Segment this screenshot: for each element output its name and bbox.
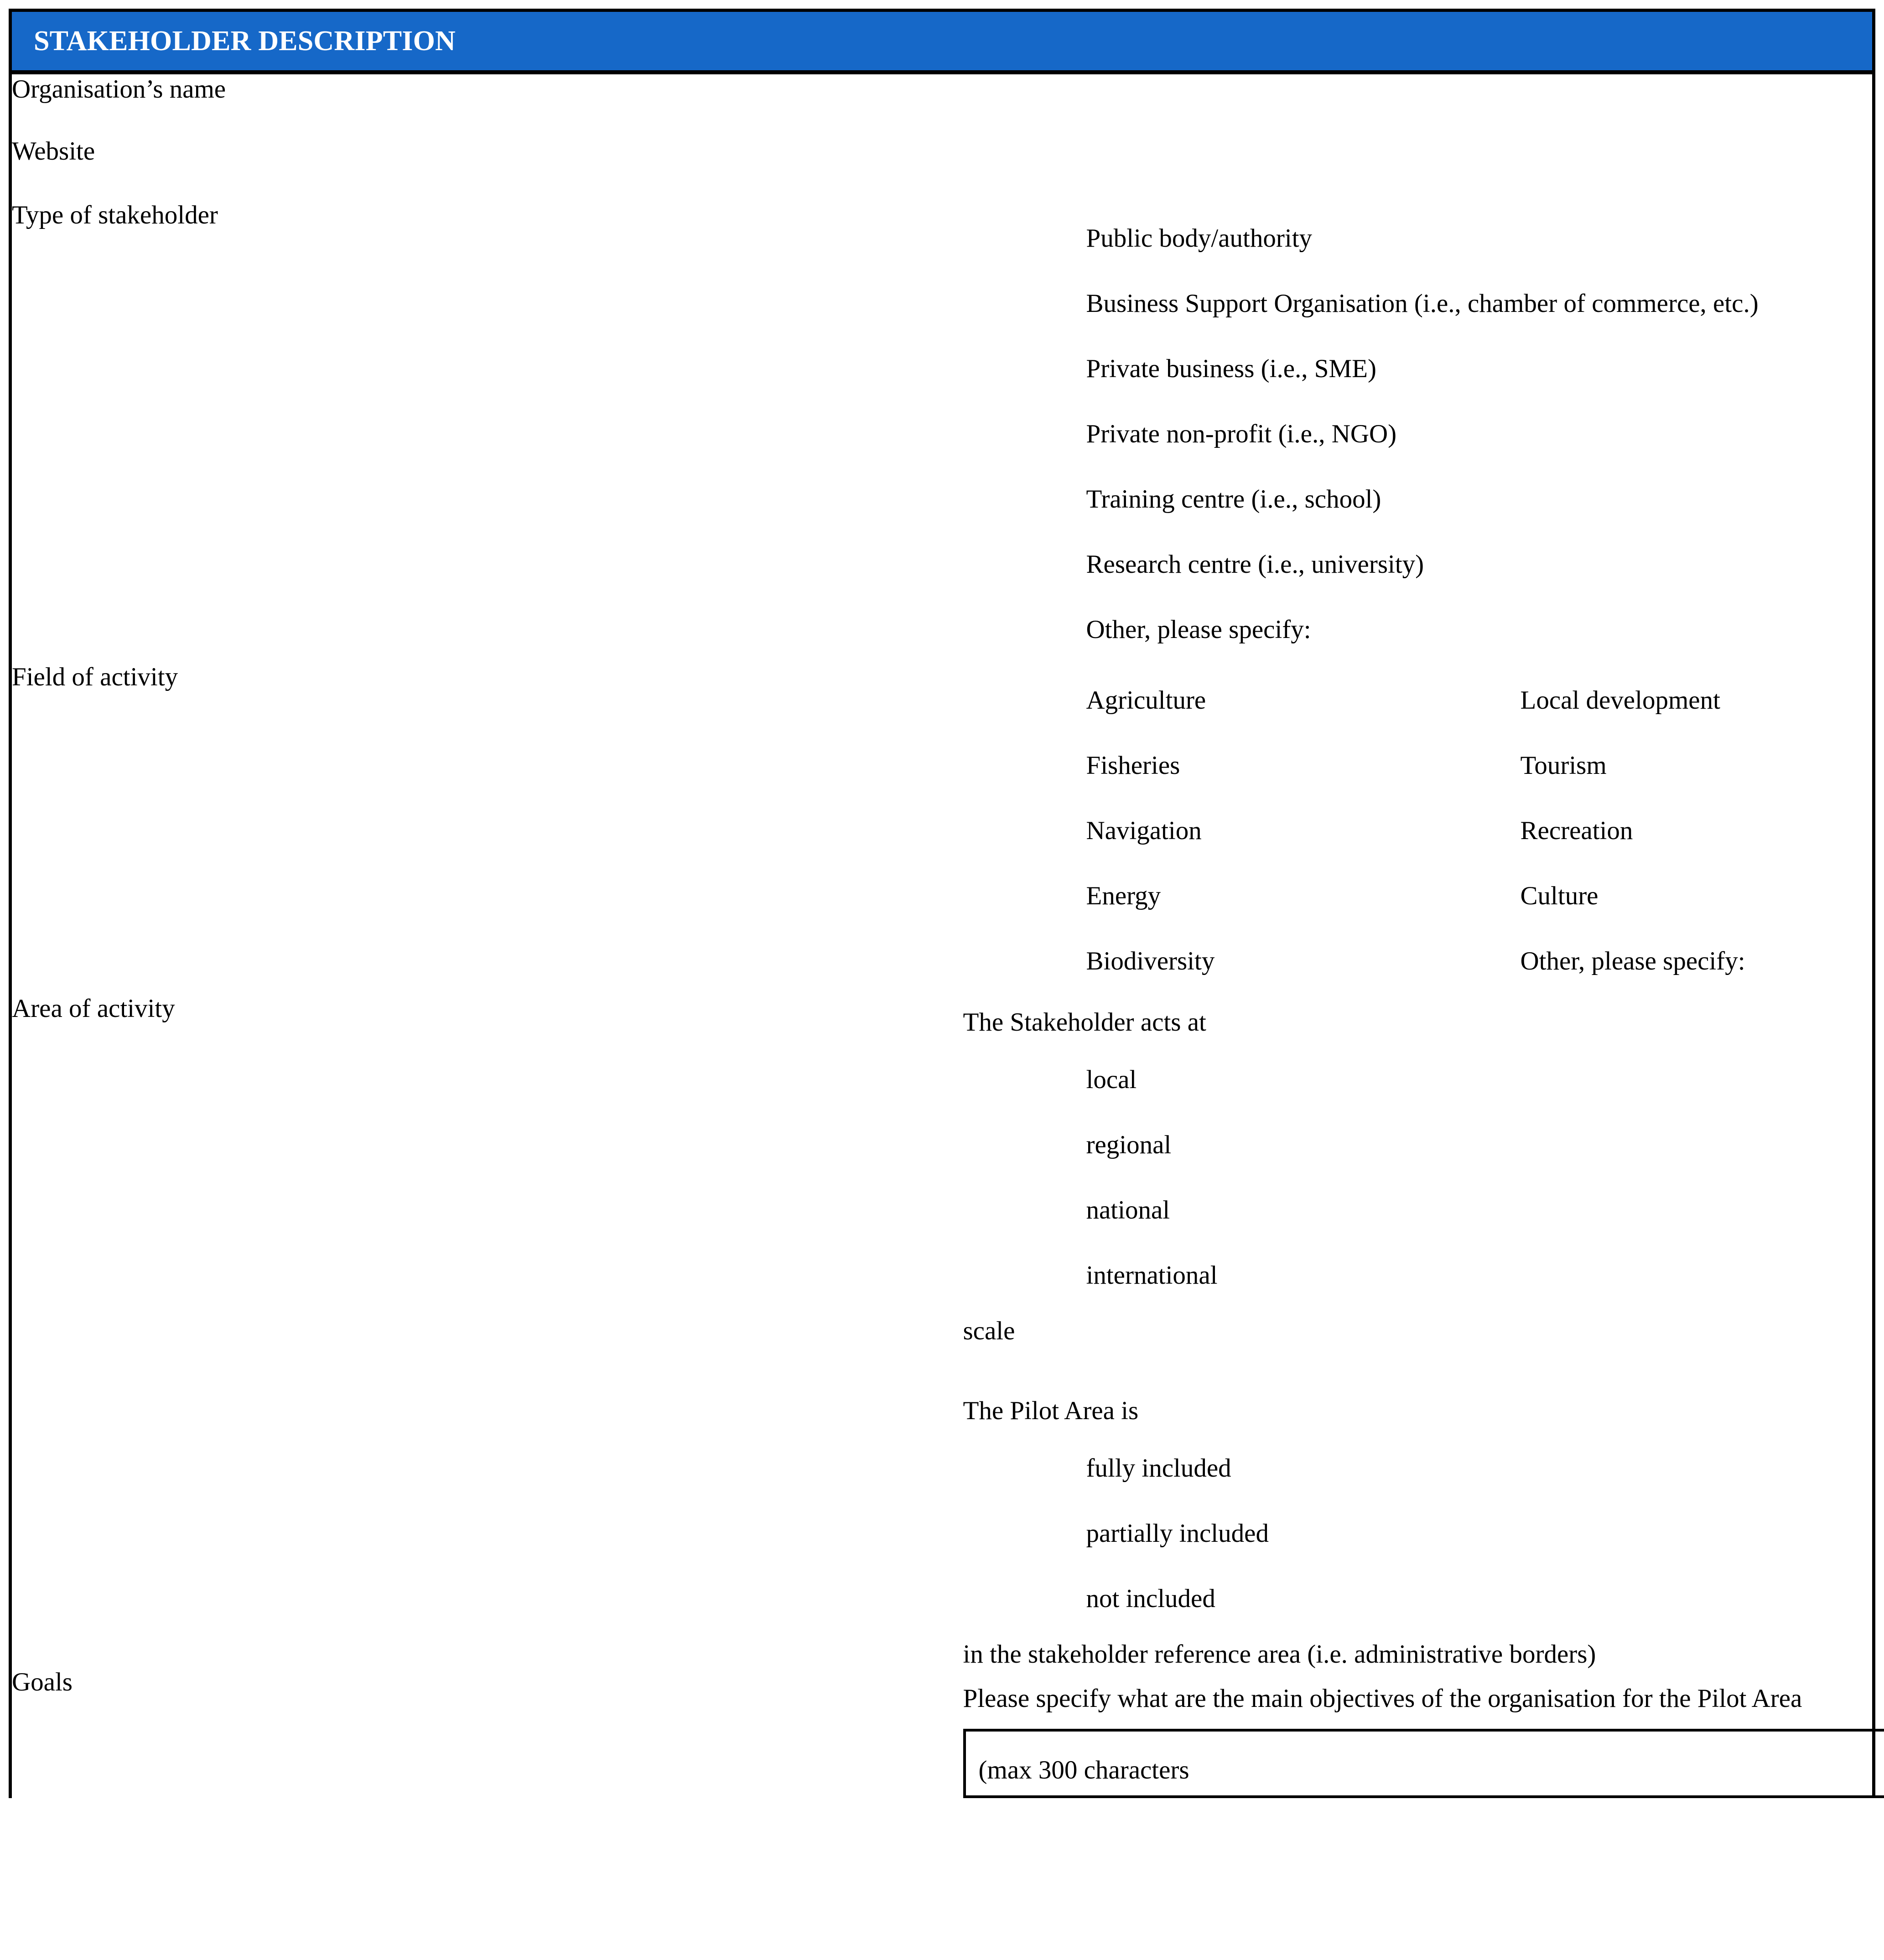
checkbox-recreation[interactable] (1397, 798, 1521, 863)
checkbox-scale-international[interactable] (963, 1243, 1086, 1308)
field-option-label: Other, please specify: (1520, 946, 1745, 975)
pilot-option-label: partially included (1086, 1519, 1269, 1548)
goals-label: Goals (12, 1667, 73, 1696)
checkbox-pilot-fully-included[interactable] (963, 1436, 1086, 1501)
pilot-area-outro-text: in the stakeholder reference area (i.e. administrative borders) (963, 1639, 1596, 1669)
field-option-label: Local development (1520, 685, 1720, 715)
type-of-stakeholder-label: Type of stakeholder (12, 200, 218, 229)
field-option-row (963, 668, 1745, 733)
scale-option-label: regional (1086, 1130, 1172, 1159)
pilot-option-row (963, 1566, 1269, 1631)
type-option-row (963, 597, 1759, 662)
type-option-label: Training centre (i.e., school) (1086, 484, 1381, 513)
scale-option-label: national (1086, 1195, 1170, 1224)
row-area-of-activity (10, 994, 1874, 1667)
organisation-name-input[interactable] (942, 73, 1874, 136)
field-option-label: Fisheries (1086, 751, 1180, 780)
type-option-label: Other, please specify: (1086, 615, 1311, 644)
website-input[interactable] (942, 136, 1874, 200)
type-option-label: Business Support Organisation (i.e., chamber of commerce, etc.) (1086, 289, 1759, 318)
scale-outro-text: scale (963, 1316, 1015, 1345)
field-option-label: Biodiversity (1086, 946, 1215, 975)
type-option-row (963, 467, 1759, 532)
type-of-stakeholder-checkbox-list (963, 206, 1759, 662)
checkbox-scale-local[interactable] (963, 1047, 1086, 1112)
field-option-label: Energy (1086, 881, 1161, 910)
scale-option-label: local (1086, 1065, 1137, 1094)
goals-instruction-text: Please specify what are the main objectives of the organisation for the Pilot Area (963, 1684, 1802, 1713)
field-of-activity-checkbox-grid (963, 668, 1745, 994)
scale-option-row (963, 1243, 1218, 1308)
organisation-name-label: Organisation’s name (12, 75, 226, 104)
checkbox-pilot-partially-included[interactable] (963, 1501, 1086, 1566)
checkbox-field-other[interactable] (1397, 928, 1521, 994)
checkbox-pilot-not-included[interactable] (963, 1566, 1086, 1631)
type-option-row (963, 271, 1759, 336)
row-type-of-stakeholder (10, 200, 1874, 662)
area-of-activity-options (942, 994, 1874, 1667)
row-goals (10, 1667, 1874, 1798)
scale-option-row (963, 1112, 1218, 1177)
field-option-row (963, 928, 1745, 994)
type-option-label: Public body/authority (1086, 223, 1313, 253)
pilot-area-checkbox-list (963, 1436, 1269, 1631)
activity-scale-checkbox-list (963, 1047, 1218, 1308)
pilot-option-label: fully included (1086, 1453, 1231, 1483)
field-of-activity-label: Field of activity (12, 662, 178, 691)
type-option-row (963, 401, 1759, 467)
field-option-label: Recreation (1520, 816, 1633, 845)
checkbox-agriculture[interactable] (963, 668, 1086, 733)
checkbox-local-development[interactable] (1397, 668, 1521, 733)
row-field-of-activity (10, 662, 1874, 994)
checkbox-research-centre[interactable] (963, 532, 1086, 597)
checkbox-navigation[interactable] (963, 798, 1086, 863)
checkbox-type-other[interactable] (963, 597, 1086, 662)
scale-intro-text: The Stakeholder acts at (963, 1007, 1206, 1037)
form-title: STAKEHOLDER DESCRIPTION (34, 26, 456, 57)
field-option-label: Culture (1520, 881, 1599, 910)
goals-textarea[interactable]: (max 300 characters (963, 1729, 1884, 1798)
area-of-activity-label: Area of activity (12, 994, 175, 1023)
field-of-activity-options (942, 662, 1874, 994)
field-option-row (963, 733, 1745, 798)
scale-option-row (963, 1177, 1218, 1243)
field-option-row (963, 798, 1745, 863)
pilot-area-intro-text: The Pilot Area is (963, 1396, 1139, 1425)
type-option-label: Private non-profit (i.e., NGO) (1086, 419, 1397, 448)
type-option-label: Research centre (i.e., university) (1086, 550, 1424, 579)
goals-content (942, 1667, 1874, 1798)
pilot-option-row (963, 1501, 1269, 1566)
row-organisation-name (10, 73, 1874, 136)
checkbox-culture[interactable] (1397, 863, 1521, 928)
checkbox-biodiversity[interactable] (963, 928, 1086, 994)
pilot-option-row (963, 1436, 1269, 1501)
type-option-row (963, 532, 1759, 597)
website-label: Website (12, 136, 95, 166)
scale-option-row (963, 1047, 1218, 1112)
form-header-row (10, 10, 1874, 73)
type-option-row (963, 336, 1759, 401)
type-option-label: Private business (i.e., SME) (1086, 354, 1376, 383)
checkbox-business-support-organisation[interactable] (963, 271, 1086, 336)
area-section-spacer (963, 1344, 1873, 1398)
type-option-row (963, 206, 1759, 271)
checkbox-training-centre[interactable] (963, 467, 1086, 532)
stakeholder-form-table (9, 9, 1875, 1798)
checkbox-energy[interactable] (963, 863, 1086, 928)
field-option-label: Tourism (1520, 751, 1607, 780)
checkbox-scale-national[interactable] (963, 1177, 1086, 1243)
checkbox-fisheries[interactable] (963, 733, 1086, 798)
checkbox-private-business[interactable] (963, 336, 1086, 401)
row-website (10, 136, 1874, 200)
field-option-label: Agriculture (1086, 685, 1206, 715)
checkbox-public-body[interactable] (963, 206, 1086, 271)
pilot-option-label: not included (1086, 1584, 1215, 1613)
field-option-label: Navigation (1086, 816, 1202, 845)
type-of-stakeholder-options (942, 200, 1874, 662)
form-header-cell (10, 10, 1874, 73)
checkbox-private-non-profit[interactable] (963, 401, 1086, 467)
scale-option-label: international (1086, 1260, 1218, 1290)
checkbox-tourism[interactable] (1397, 733, 1521, 798)
field-option-row (963, 863, 1745, 928)
checkbox-scale-regional[interactable] (963, 1112, 1086, 1177)
